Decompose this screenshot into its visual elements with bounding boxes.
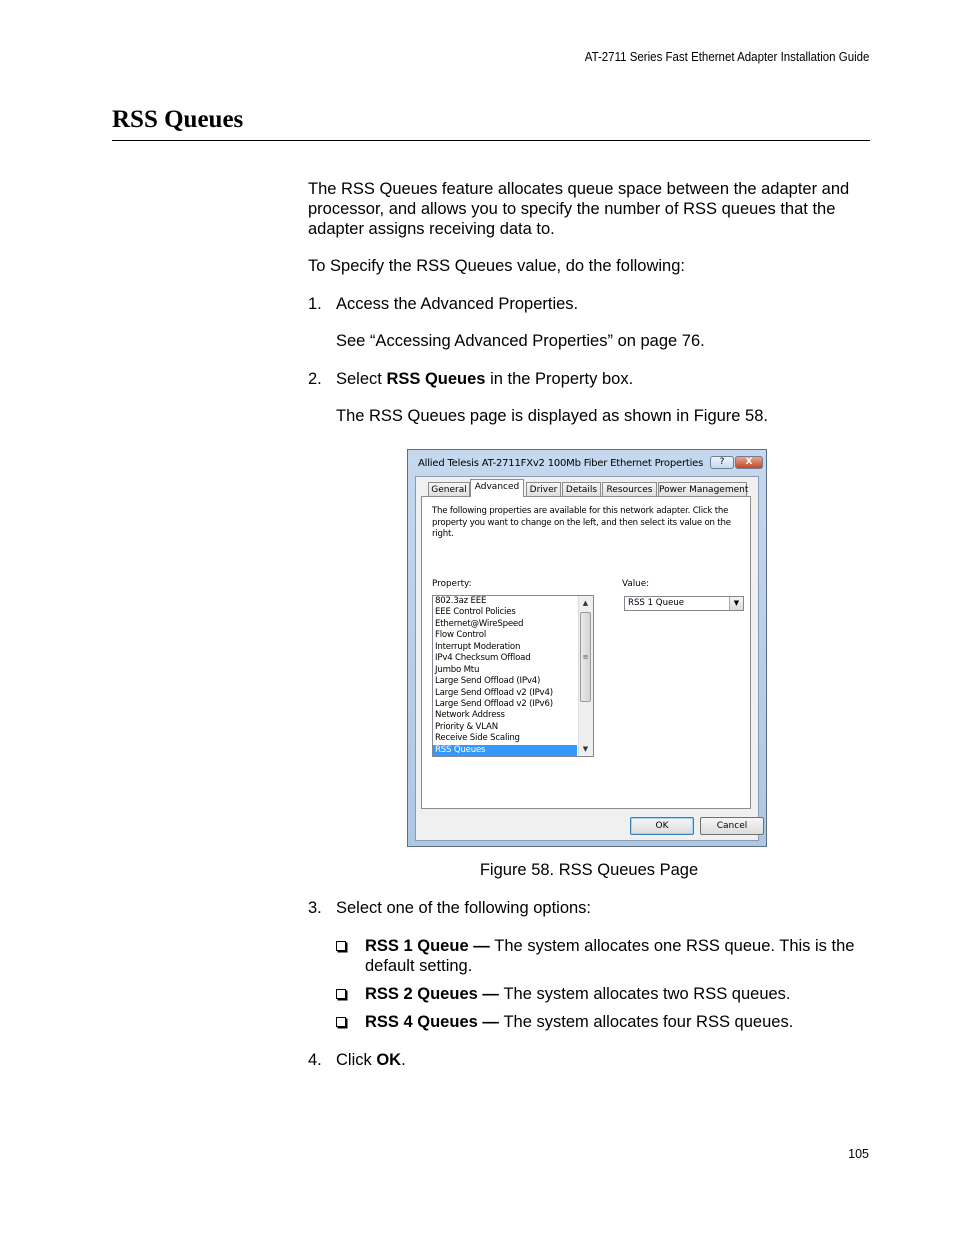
- property-item[interactable]: IPv4 Checksum Offload: [435, 653, 531, 664]
- option-item: [336, 1012, 876, 1032]
- property-label: Property:: [432, 579, 472, 589]
- property-item-selected[interactable]: RSS Queues: [433, 745, 577, 756]
- step-text-post: .: [401, 1051, 406, 1069]
- close-button[interactable]: X: [735, 456, 763, 469]
- step-text-bold: RSS Queues: [386, 370, 486, 388]
- step-2: [308, 369, 633, 389]
- scroll-down-arrow-icon[interactable]: ▼: [582, 745, 589, 753]
- help-button[interactable]: ?: [710, 456, 734, 469]
- tab-general[interactable]: General: [428, 482, 470, 496]
- step-3: [308, 898, 591, 918]
- step-1: [308, 294, 578, 314]
- option-name: RSS 1 Queue —: [365, 937, 495, 955]
- properties-dialog: [407, 449, 767, 847]
- option-item: [336, 984, 876, 1004]
- panel-description: The following properties are available for this network adapter. Click the property you want to change on the left, and then select its value on the right.: [432, 506, 731, 539]
- step-1-note: See “Accessing Advanced Properties” on page 76.: [336, 332, 705, 350]
- tab-details[interactable]: Details: [562, 482, 601, 496]
- checkbox-bullet-icon: [336, 989, 346, 999]
- property-item[interactable]: Large Send Offload v2 (IPv6): [435, 698, 553, 709]
- property-item[interactable]: Large Send Offload (IPv4): [435, 676, 541, 687]
- step-number: 2.: [308, 370, 322, 388]
- property-item[interactable]: Large Send Offload v2 (IPv4): [435, 687, 553, 698]
- tab-power-management[interactable]: Power Management: [658, 482, 747, 496]
- value-selected: RSS 1 Queue: [628, 598, 685, 608]
- step-text: Access the Advanced Properties.: [336, 295, 579, 313]
- checkbox-bullet-icon: [336, 1017, 346, 1027]
- step-text-bold: OK: [376, 1051, 402, 1069]
- scroll-thumb[interactable]: ≡: [580, 612, 591, 702]
- cancel-button[interactable]: Cancel: [700, 817, 764, 835]
- property-item[interactable]: EEE Control Policies: [435, 607, 516, 618]
- advanced-panel: [421, 496, 751, 809]
- dialog-title: Allied Telesis AT-2711FXv2 100Mb Fiber Ethernet Properties: [418, 458, 704, 469]
- dialog-body: [415, 476, 759, 841]
- checkbox-bullet-icon: [336, 941, 346, 951]
- property-item[interactable]: 802.3az EEE: [435, 596, 487, 606]
- running-header: AT-2711 Series Fast Ethernet Adapter Installation Guide: [584, 50, 869, 64]
- value-label: Value:: [622, 579, 650, 589]
- step-number: 3.: [308, 899, 322, 917]
- value-dropdown[interactable]: [624, 596, 744, 611]
- step-2-note: The RSS Queues page is displayed as shown in Figure 58.: [336, 407, 768, 425]
- section-title: RSS Queues: [112, 106, 244, 133]
- property-list[interactable]: [432, 595, 594, 757]
- option-description: The system allocates one RSS queue. This is the default setting.: [365, 937, 855, 975]
- step-4: [308, 1050, 406, 1070]
- tab-resources[interactable]: Resources: [602, 482, 657, 496]
- option-description: The system allocates four RSS queues.: [503, 1013, 794, 1031]
- option-name: RSS 2 Queues —: [365, 985, 504, 1003]
- chevron-down-icon[interactable]: ▼: [729, 597, 743, 610]
- option-item: [336, 936, 876, 976]
- figure-caption: Figure 58. RSS Queues Page: [479, 861, 699, 879]
- option-name: RSS 4 Queues —: [365, 1013, 504, 1031]
- step-text: Select one of the following options:: [336, 899, 592, 917]
- scroll-up-arrow-icon[interactable]: ▲: [582, 599, 589, 607]
- intro-paragraph: The RSS Queues feature allocates queue space between the adapter and processor, and allows you to specify the number of RSS queues that the adapter assigns receiving data to.: [308, 180, 850, 238]
- property-item[interactable]: Ethernet@WireSpeed: [435, 618, 524, 629]
- intro-lead: To Specify the RSS Queues value, do the following:: [308, 257, 685, 275]
- property-item[interactable]: Interrupt Moderation: [435, 641, 521, 652]
- property-item[interactable]: Receive Side Scaling: [435, 733, 520, 744]
- step-text-post: in the Property box.: [485, 370, 634, 388]
- property-item[interactable]: Jumbo Mtu: [435, 664, 480, 675]
- property-item[interactable]: Network Address: [435, 710, 505, 721]
- tab-driver[interactable]: Driver: [526, 482, 561, 496]
- step-number: 1.: [308, 295, 322, 313]
- ok-button[interactable]: OK: [630, 817, 694, 835]
- property-item[interactable]: Priority & VLAN: [435, 721, 498, 732]
- step-text-pre: Click: [336, 1051, 377, 1069]
- step-text-pre: Select: [336, 370, 387, 388]
- title-rule: [112, 140, 870, 141]
- page-number: 105: [848, 1147, 869, 1161]
- step-number: 4.: [308, 1051, 322, 1069]
- tab-advanced[interactable]: Advanced: [470, 479, 524, 497]
- option-description: The system allocates two RSS queues.: [503, 985, 791, 1003]
- property-item[interactable]: Flow Control: [435, 630, 487, 641]
- property-list-scrollbar[interactable]: [578, 596, 593, 756]
